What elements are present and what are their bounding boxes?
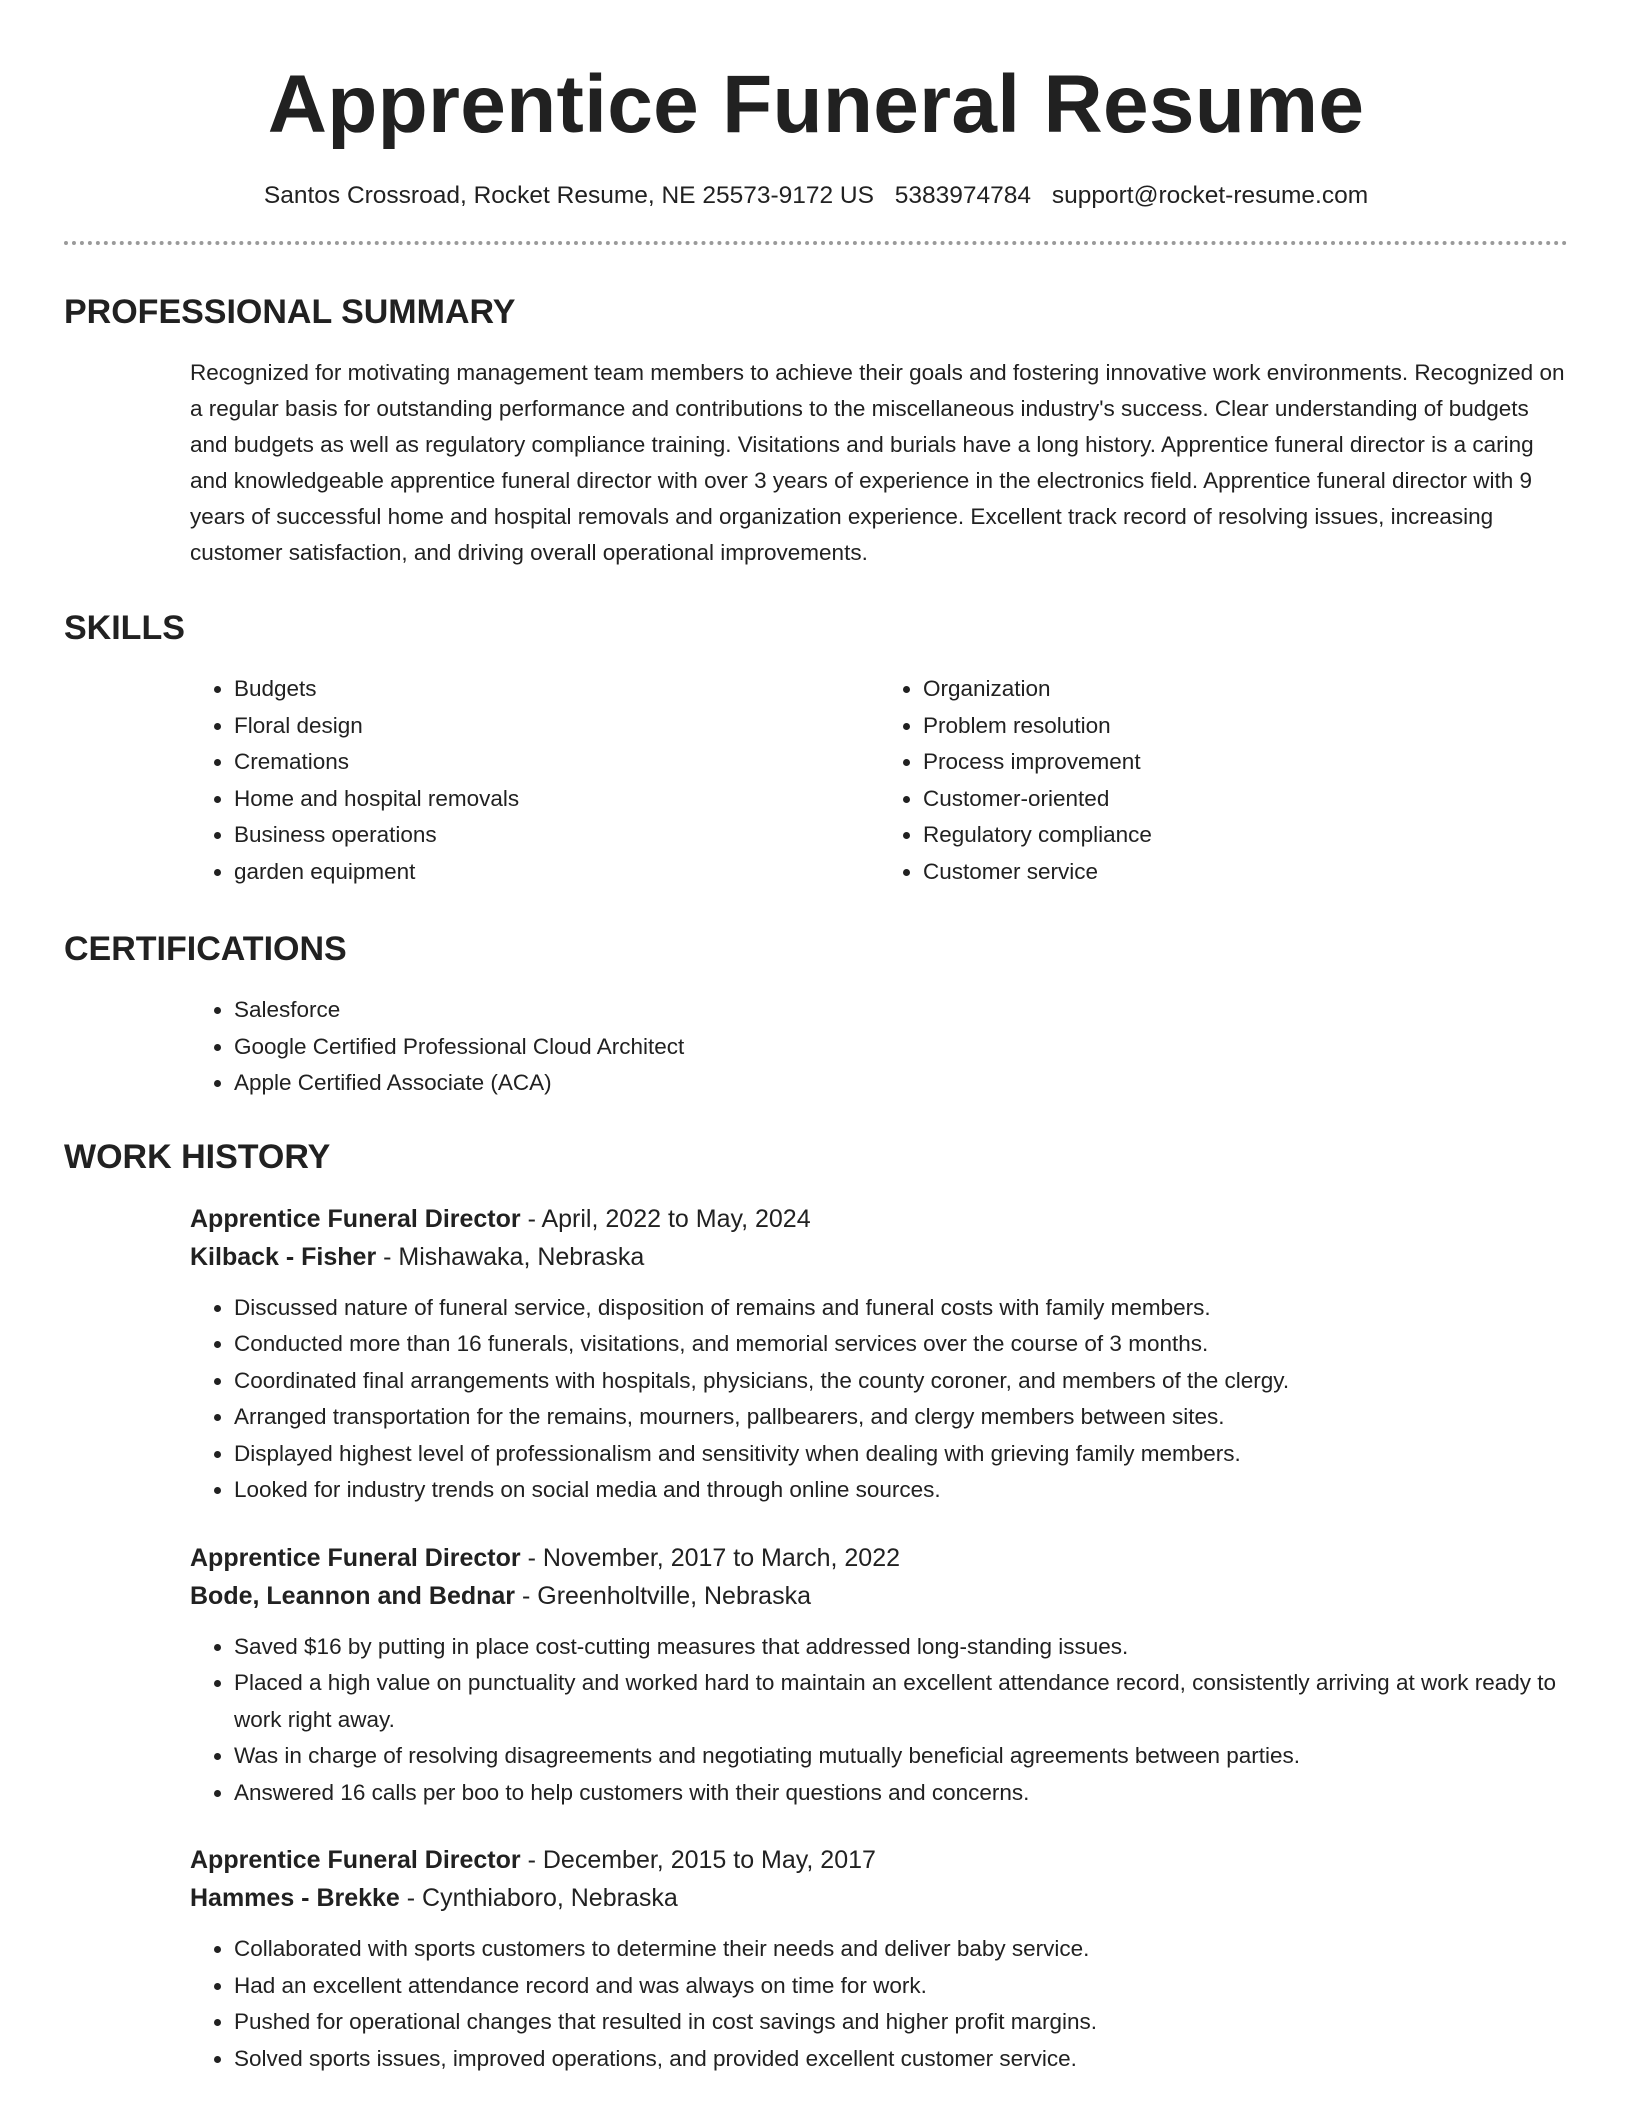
- job-bullet: • Answered 16 calls per boo to help customers with their questions and concerns.: [234, 1775, 1568, 1812]
- contact-line: [64, 181, 1568, 210]
- job-bullets: [190, 1629, 1568, 1812]
- job-dates: - December, 2015 to May, 2017: [520, 1846, 876, 1875]
- job-company-line: [190, 1879, 1568, 1917]
- job-company: Bode, Leannon and Bednar: [190, 1581, 516, 1610]
- job-role: Apprentice Funeral Director: [190, 1543, 521, 1572]
- job-bullet: • Conducted more than 16 funerals, visitations, and memorial services over the course of 3 months.: [234, 1326, 1568, 1363]
- job-bullet: • Displayed highest level of professionalism and sensitivity when dealing with grieving family members.: [234, 1436, 1568, 1473]
- job-entry: [190, 1841, 1568, 2077]
- skill-item: • Customer-oriented: [923, 781, 1568, 818]
- job-company: Kilback - Fisher: [190, 1242, 377, 1271]
- skill-item: • Budgets: [234, 671, 879, 708]
- job-bullet: • Was in charge of resolving disagreements and negotiating mutually beneficial agreements between parties.: [234, 1738, 1568, 1775]
- work-history-heading: WORK HISTORY: [64, 1137, 331, 1176]
- job-bullet: • Discussed nature of funeral service, disposition of remains and funeral costs with family members.: [234, 1290, 1568, 1327]
- skills-heading: SKILLS: [64, 609, 185, 648]
- job-location: - Greenholtville, Nebraska: [515, 1581, 811, 1610]
- job-bullet: • Pushed for operational changes that resulted in cost savings and higher profit margins.: [234, 2004, 1568, 2041]
- certification-item: • Salesforce: [234, 992, 1568, 1029]
- summary-heading: PROFESSIONAL SUMMARY: [64, 293, 516, 332]
- summary-text: Recognized for motivating management team members to achieve their goals and fostering innovative work environments. Recognized on a regular basis for outstanding performance and contributions to the miscellaneous industry's success. Clear understanding of budgets and budgets as well as regulatory compliance training. Visitations and burials have a long history. Apprentice funeral director is a caring and knowledgeable apprentice funeral director with over 3 years of experience in the electronics field. Apprentice funeral director with 9 years of successful home and hospital removals and organization experience. Excellent track record of resolving issues, increasing customer satisfaction, and driving overall operational improvements.: [190, 360, 1565, 566]
- skill-item: • Organization: [923, 671, 1568, 708]
- skill-item: • Business operations: [234, 817, 879, 854]
- job-role: Apprentice Funeral Director: [190, 1846, 521, 1875]
- skill-item: • garden equipment: [234, 854, 879, 891]
- job-bullet: • Coordinated final arrangements with hospitals, physicians, the county coroner, and members of the clergy.: [234, 1363, 1568, 1400]
- skill-item: • Process improvement: [923, 744, 1568, 781]
- job-role: Apprentice Funeral Director: [190, 1204, 521, 1233]
- job-dates: - April, 2022 to May, 2024: [520, 1204, 811, 1233]
- summary-section: [64, 295, 1568, 571]
- email: support@rocket-resume.com: [1051, 182, 1369, 209]
- job-location: - Cynthiaboro, Nebraska: [399, 1884, 678, 1913]
- skill-item: • Regulatory compliance: [923, 817, 1568, 854]
- work-history-section: [64, 1137, 1568, 2078]
- resume-title: Apprentice Funeral Resume: [267, 59, 1365, 150]
- job-entry: [190, 1539, 1568, 1812]
- job-bullets: [190, 1931, 1568, 2077]
- skill-item: • Problem resolution: [923, 708, 1568, 745]
- certifications-list: [190, 992, 1568, 1102]
- job-bullet: • Solved sports issues, improved operations, and provided excellent customer service.: [234, 2041, 1568, 2078]
- job-company: Hammes - Brekke: [190, 1884, 400, 1913]
- job-bullet: • Looked for industry trends on social media and through online sources.: [234, 1472, 1568, 1509]
- job-title-line: [190, 1841, 1568, 1879]
- job-bullet: • Collaborated with sports customers to determine their needs and deliver baby service.: [234, 1931, 1568, 1968]
- certification-item: • Google Certified Professional Cloud Architect: [234, 1029, 1568, 1066]
- job-bullet: • Arranged transportation for the remains, mourners, pallbearers, and clergy members between sites.: [234, 1399, 1568, 1436]
- skills-grid: [190, 671, 1568, 890]
- certifications-heading: CERTIFICATIONS: [64, 930, 347, 969]
- header-divider: [64, 241, 1568, 245]
- job-bullet: • Saved $16 by putting in place cost-cutting measures that addressed long-standing issues.: [234, 1629, 1568, 1666]
- job-title-line: [190, 1539, 1568, 1577]
- job-location: - Mishawaka, Nebraska: [376, 1242, 645, 1271]
- skill-item: • Floral design: [234, 708, 879, 745]
- job-company-line: [190, 1238, 1568, 1276]
- skill-item: • Cremations: [234, 744, 879, 781]
- address: Santos Crossroad, Rocket Resume, NE 25573-9172 US: [263, 182, 874, 209]
- skills-list-left: [190, 671, 879, 890]
- phone: 5383974784: [894, 182, 1032, 209]
- job-entry: [190, 1200, 1568, 1509]
- job-title-line: [190, 1200, 1568, 1238]
- skills-section: [64, 611, 1568, 890]
- job-company-line: [190, 1577, 1568, 1615]
- job-bullets: [190, 1290, 1568, 1509]
- certification-item: • Apple Certified Associate (ACA): [234, 1065, 1568, 1102]
- skill-item: • Home and hospital removals: [234, 781, 879, 818]
- job-bullet: • Had an excellent attendance record and was always on time for work.: [234, 1968, 1568, 2005]
- skill-item: • Customer service: [923, 854, 1568, 891]
- job-bullet: • Placed a high value on punctuality and worked hard to maintain an excellent attendance record, consistently arriving at work ready to work right away.: [234, 1665, 1568, 1738]
- certifications-section: [64, 932, 1568, 1102]
- job-dates: - November, 2017 to March, 2022: [520, 1543, 901, 1572]
- skills-list-right: [879, 671, 1568, 890]
